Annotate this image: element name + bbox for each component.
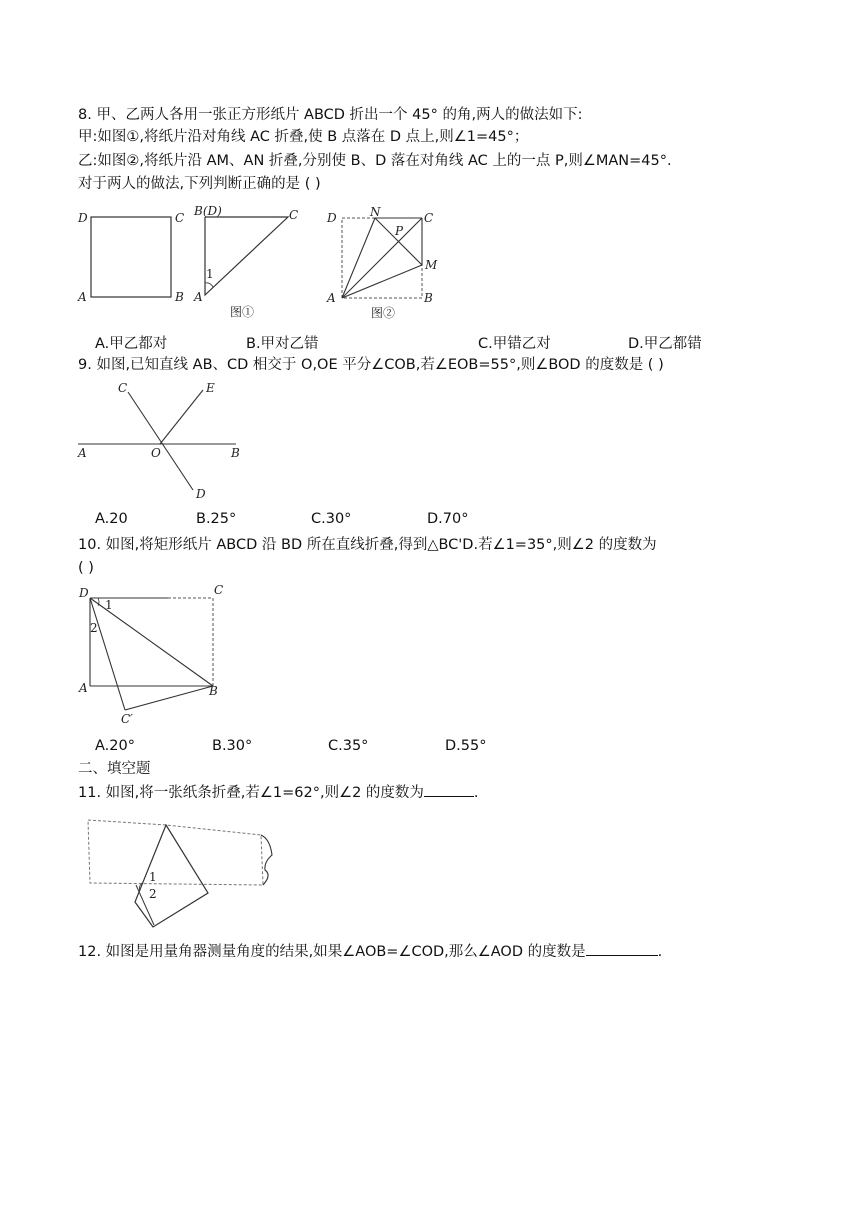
fig1-caption: 图① <box>230 305 255 319</box>
q8-option-a: A.甲乙都对 <box>95 336 168 352</box>
q8-option-d: D.甲乙都错 <box>628 336 702 352</box>
svg-text:D: D <box>79 586 89 600</box>
svg-text:C′: C′ <box>121 712 133 726</box>
svg-text:1: 1 <box>206 267 214 281</box>
q8-option-b: B.甲对乙错 <box>246 336 319 352</box>
q8-line3: 乙:如图②,将纸片沿 AM、AN 折叠,分别使 B、D 落在对角线 AC 上的一点 P,则∠MAN=45°. <box>78 153 672 169</box>
q9-option-b: B.25° <box>196 511 237 527</box>
q8-line2: 甲:如图①,将纸片沿对角线 AC 折叠,使 B 点落在 D 点上,则∠1=45°； <box>78 129 529 145</box>
svg-text:P: P <box>395 224 404 238</box>
svg-text:1: 1 <box>105 598 113 612</box>
q8-figure-1 <box>193 203 313 318</box>
svg-text:E: E <box>206 381 215 395</box>
section-title: 二、填空题 <box>78 761 151 777</box>
q8-option-c: C.甲错乙对 <box>478 336 551 352</box>
svg-text:A: A <box>78 446 87 460</box>
q8-figure-2 <box>325 205 445 320</box>
svg-text:D: D <box>196 487 206 501</box>
q9-line1: 9. 如图,已知直线 AB、CD 相交于 O,OE 平分∠COB,若∠EOB=55°,则∠BOD 的度数是 ( ) <box>78 357 664 373</box>
q10-line1: 10. 如图,将矩形纸片 ABCD 沿 BD 所在直线折叠,得到△BC'D.若∠1=35°,则∠2 的度数为 <box>78 537 657 553</box>
svg-text:B: B <box>424 291 433 305</box>
svg-text:C: C <box>175 211 185 225</box>
q11-line <box>78 782 479 803</box>
q12-answer-blank[interactable] <box>586 941 658 956</box>
svg-text:O: O <box>151 446 161 460</box>
svg-text:D: D <box>327 211 337 225</box>
svg-text:C: C <box>424 211 434 225</box>
q10-figure <box>78 582 238 732</box>
q8-square-figure <box>78 205 198 305</box>
q9-figure <box>78 378 248 503</box>
svg-text:C: C <box>118 381 128 395</box>
svg-text:2: 2 <box>90 621 98 635</box>
svg-text:B: B <box>209 684 218 698</box>
svg-text:A: A <box>327 291 336 305</box>
svg-text:N: N <box>370 205 381 219</box>
q12-end: . <box>657 944 663 960</box>
q10-option-c: C.35° <box>328 738 369 754</box>
q12-text: 12. 如图是用量角器测量角度的结果,如果∠AOB=∠COD,那么∠AOD 的度数是 <box>78 944 586 960</box>
svg-text:M: M <box>425 258 438 272</box>
q9-option-c: C.30° <box>311 511 352 527</box>
svg-text:2: 2 <box>149 887 157 901</box>
q8-line4: 对于两人的做法,下列判断正确的是 ( ) <box>78 176 321 192</box>
q10-option-b: B.30° <box>212 738 253 754</box>
svg-text:B: B <box>231 446 240 460</box>
svg-text:A: A <box>194 290 203 304</box>
q11-figure <box>78 815 283 930</box>
q12-line <box>78 941 662 962</box>
q9-option-a: A.20 <box>95 511 128 527</box>
svg-text:D: D <box>78 211 88 225</box>
svg-text:C: C <box>214 583 224 597</box>
svg-text:A: A <box>79 681 88 695</box>
q8-line1: 8. 甲、乙两人各用一张正方形纸片 ABCD 折出一个 45° 的角,两人的做法如下: <box>78 107 583 123</box>
q11-answer-blank[interactable] <box>424 782 474 797</box>
q11-text: 11. 如图,将一张纸条折叠,若∠1=62°,则∠2 的度数为 <box>78 785 424 801</box>
q10-line2: ( ) <box>78 560 94 576</box>
svg-text:C: C <box>289 208 299 222</box>
svg-text:A: A <box>78 290 87 304</box>
fig2-caption: 图② <box>371 306 396 320</box>
q10-option-a: A.20° <box>95 738 135 754</box>
svg-text:B(D): B(D) <box>194 204 222 218</box>
q10-option-d: D.55° <box>445 738 487 754</box>
svg-text:B: B <box>175 290 184 304</box>
q9-option-d: D.70° <box>427 511 469 527</box>
svg-text:1: 1 <box>149 870 157 884</box>
q11-end: . <box>473 785 479 801</box>
